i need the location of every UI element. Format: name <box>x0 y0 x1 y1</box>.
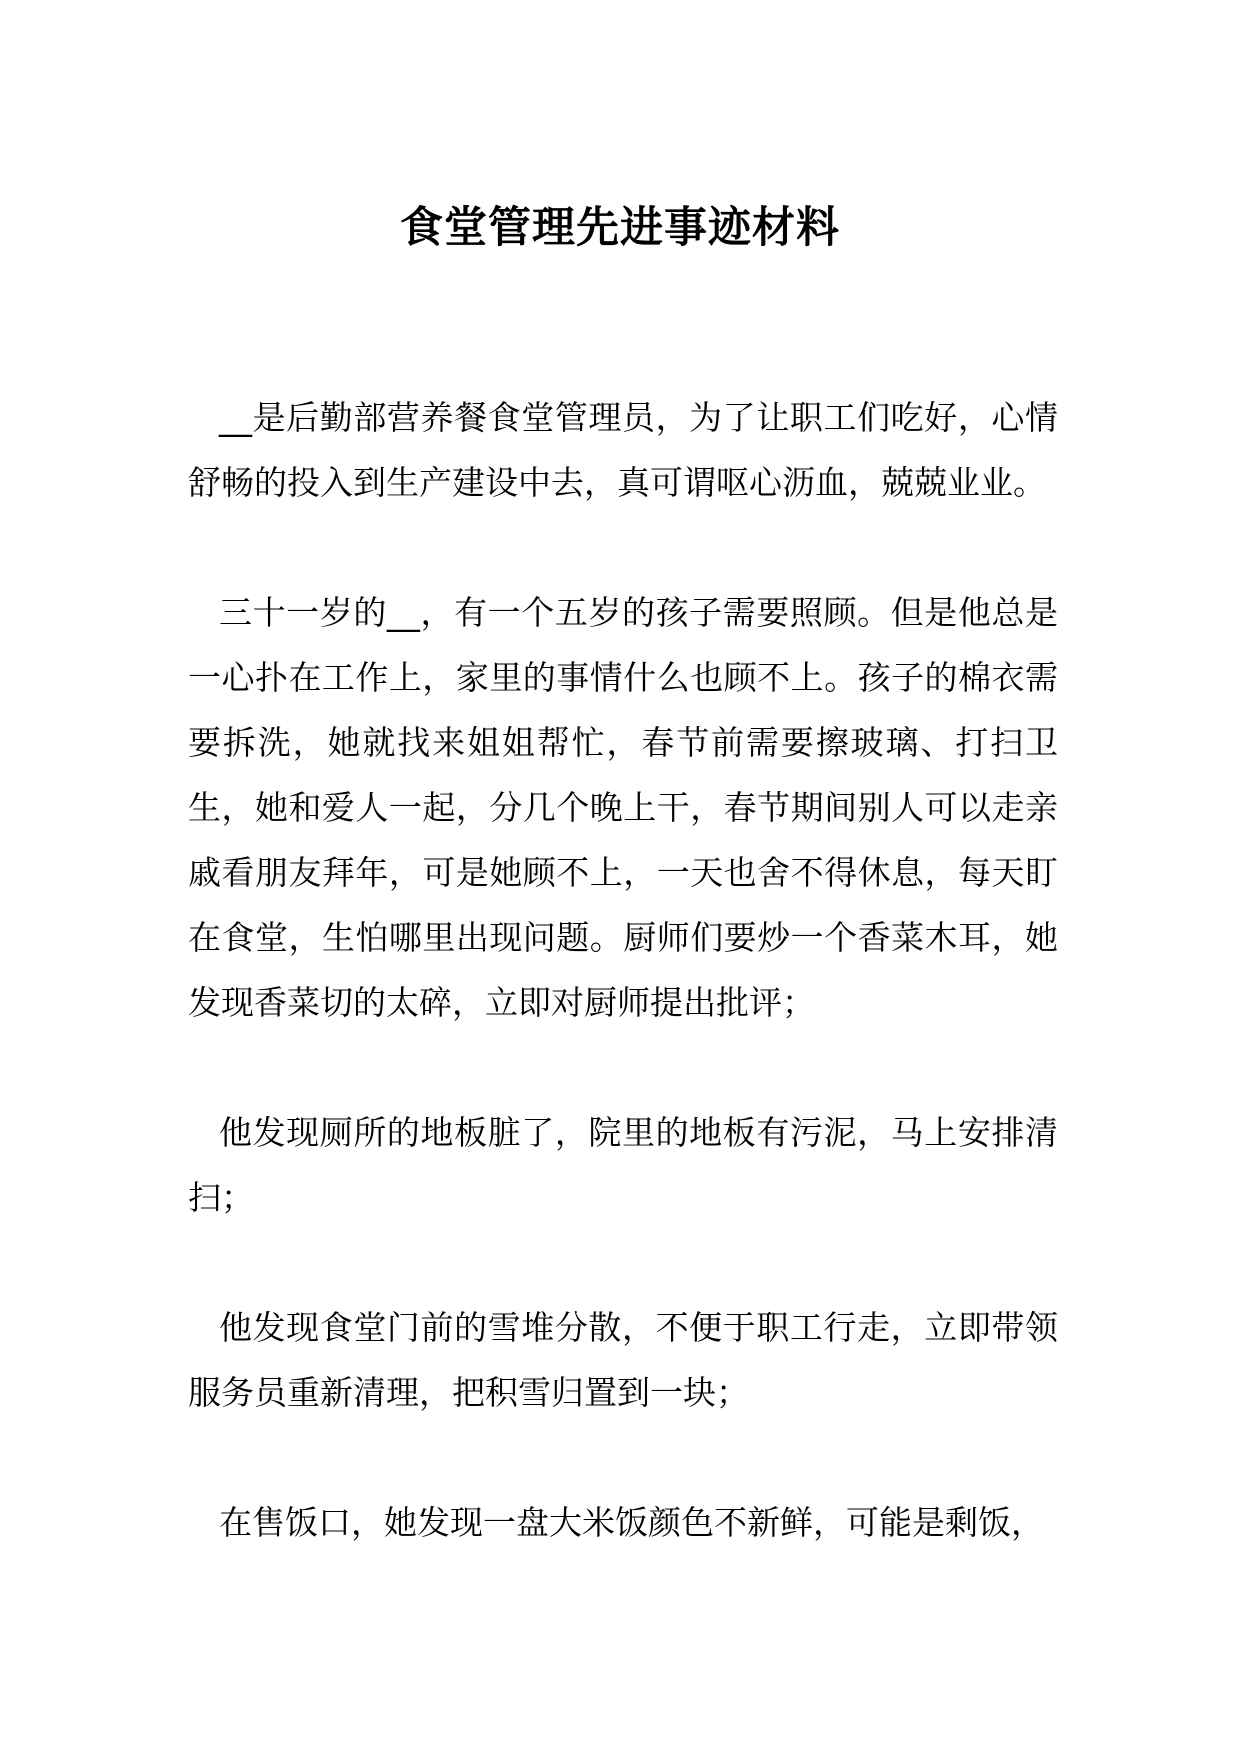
paragraph-5: 在售饭口，她发现一盘大米饭颜色不新鲜，可能是剩饭， <box>219 1503 1044 1542</box>
paragraph-2: 三十一岁的__，有一个五岁的孩子需要照顾。但是他总是一心扑在工作上，家里的事情什么也顾不上。孩子的棉衣需要拆洗，她就找来姐姐帮忙，春节前需要擦玻璃、打扫卫生，她和爱人一起，分几个晚上干，春节期间别人可以走亲戚看朋友拜年，可是她顾不上，一天也舍不得休息，每天盯在食堂，生怕哪里出现问题。厨师们要炒一个香菜木耳，她发现香菜切的太碎，立即对厨师提出批评； <box>188 593 1058 1022</box>
paragraph-4: 他发现食堂门前的雪堆分散，不便于职工行走，立即带领服务员重新清理，把积雪归置到一块； <box>188 1308 1058 1412</box>
paragraph-3: 他发现厕所的地板脏了，院里的地板有污泥，马上安排清扫； <box>188 1113 1058 1217</box>
document-body <box>188 385 1058 1620</box>
document-title: 食堂管理先进事迹材料 <box>400 203 840 253</box>
paragraph-1: __是后勤部营养餐食堂管理员，为了让职工们吃好，心情舒畅的投入到生产建设中去，真可谓呕心沥血，兢兢业业。 <box>188 398 1058 502</box>
